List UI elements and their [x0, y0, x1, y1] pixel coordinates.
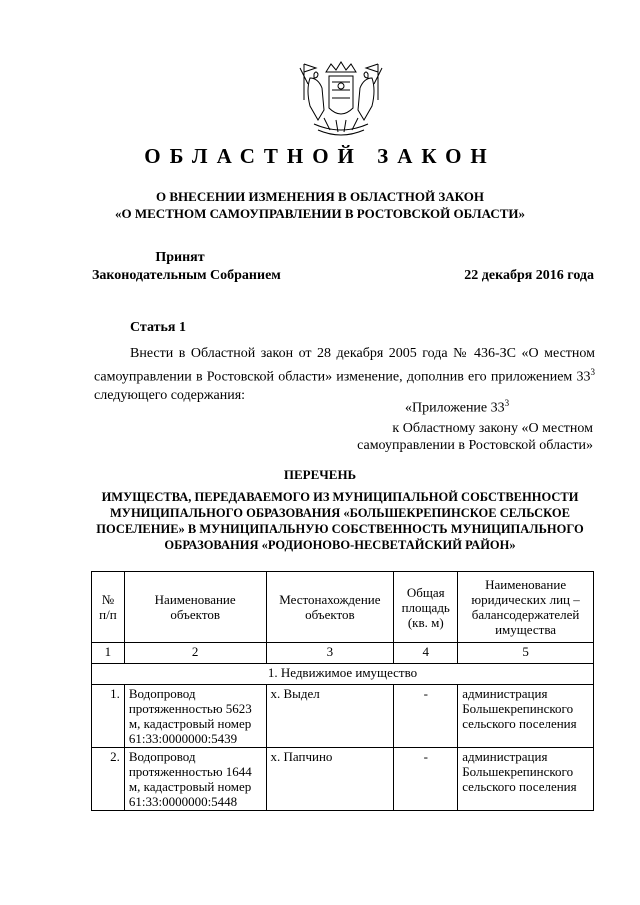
table-section-row [92, 664, 594, 685]
column-number: 1 [92, 643, 125, 664]
article-text-part2: следующего содержания: [94, 388, 246, 404]
list-subtitle: ИМУЩЕСТВА, ПЕРЕДАВАЕМОГО ИЗ МУНИЦИПАЛЬНОЙ СОБСТВЕННОСТИ МУНИЦИПАЛЬНОГО ОБРАЗОВАНИЯ «БОЛЬШЕКРЕПИНСКОЕ СЕЛЬСКОЕ ПОСЕЛЕНИЕ» В МУНИЦИПАЛЬНУЮ СОБСТВЕННОСТЬ МУНИЦИПАЛЬНОГО ОБРАЗОВАНИЯ «РОДИОНОВО-НЕСВЕТАЙСКИЙ РАЙОН» [96, 490, 584, 552]
header-holder: Наименование юридических лиц – балансодержателей имущества [458, 572, 594, 643]
row-holder: администрация Большекрепинского сельского поселения [458, 685, 594, 748]
column-number: 4 [394, 643, 458, 664]
accepted-date: 22 декабря 2016 года [464, 268, 594, 283]
header-area: Общая площадь (кв. м) [394, 572, 458, 643]
row-location: х. Папчино [266, 748, 394, 811]
row-name: Водопровод протяженностью 1644 м, кадастровый номер 61:33:0000000:5448 [124, 748, 266, 811]
property-table [91, 571, 594, 811]
article-text-part1: Внести в Областной закон от 28 декабря 2005 года № 436-ЗС «О местном самоуправлении в Ростовской области» изменение, дополнив его приложением 33 [94, 346, 595, 385]
row-number: 1. [92, 685, 125, 748]
accepted-by: Законодательным Собранием [92, 268, 281, 283]
row-name: Водопровод протяженностью 5623 м, кадастровый номер 61:33:0000000:5439 [124, 685, 266, 748]
header-name: Наименование объектов [124, 572, 266, 643]
section-title: 1. Недвижимое имущество [92, 664, 594, 685]
accepted-label: Принят [155, 250, 205, 265]
column-number: 5 [458, 643, 594, 664]
article-heading: Статья 1 [130, 320, 186, 335]
row-area: - [394, 748, 458, 811]
header-location: Местонахождение объектов [266, 572, 394, 643]
document-subtitle-line1: О ВНЕСЕНИИ ИЗМЕНЕНИЯ В ОБЛАСТНОЙ ЗАКОН [156, 189, 484, 204]
header-number: № п/п [92, 572, 125, 643]
list-title: ПЕРЕЧЕНЬ [283, 467, 357, 482]
appendix-label-sup: 3 [504, 398, 510, 408]
column-number: 2 [124, 643, 266, 664]
column-number: 3 [266, 643, 394, 664]
document-title: ОБЛАСТНОЙ ЗАКОН [144, 144, 496, 168]
appendix-label [405, 398, 509, 417]
table-row [92, 685, 594, 748]
table-header-row [92, 572, 594, 643]
article-text-sup: 3 [590, 367, 595, 378]
row-holder: администрация Большекрепинского сельского поселения [458, 748, 594, 811]
article-text [94, 345, 595, 406]
appendix-label-text: «Приложение 33 [405, 400, 505, 416]
appendix-reference [340, 420, 593, 454]
appendix-reference-line2: самоуправлении в Ростовской области» [357, 438, 593, 453]
table-row [92, 748, 594, 811]
row-area: - [394, 685, 458, 748]
table-column-numbers-row [92, 643, 594, 664]
appendix-reference-line1: к Областному закону «О местном [392, 421, 593, 436]
document-subtitle-line2: «О МЕСТНОМ САМОУПРАВЛЕНИИ В РОСТОВСКОЙ ОБЛАСТИ» [115, 206, 525, 221]
coat-of-arms-icon [296, 60, 386, 142]
row-number: 2. [92, 748, 125, 811]
row-location: х. Выдел [266, 685, 394, 748]
